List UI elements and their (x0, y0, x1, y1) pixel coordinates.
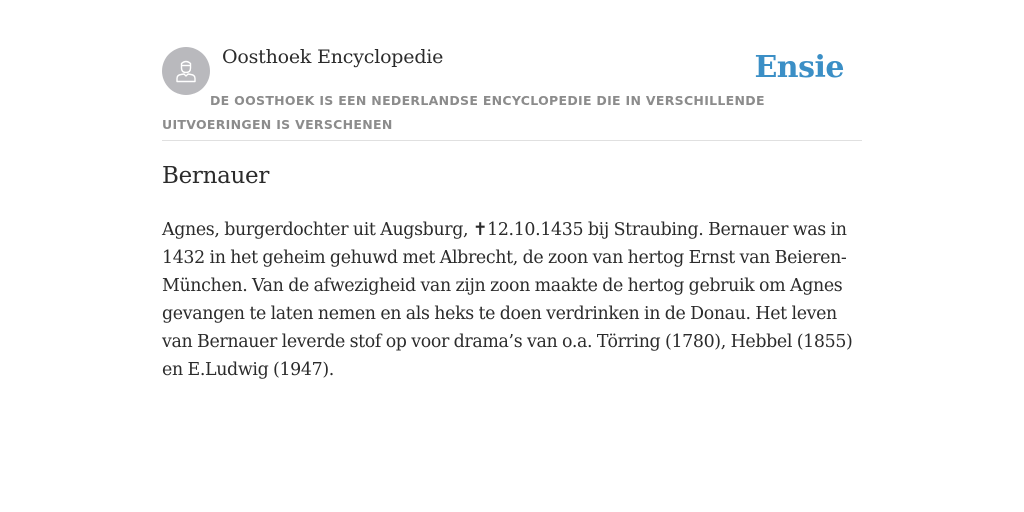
article-title: Bernauer (162, 163, 270, 189)
tagline: DE OOSTHOEK IS EEN NEDERLANDSE ENCYCLOPEDIE DIE IN VERSCHILLENDE UITVOERINGEN IS VERSCHENEN (162, 93, 765, 132)
brand-logo[interactable]: Ensie (754, 50, 844, 85)
avatar[interactable] (162, 47, 210, 95)
user-icon (171, 56, 201, 86)
header (162, 0, 862, 141)
site-name[interactable]: Oosthoek Encyclopedie (222, 46, 444, 68)
article-body: Agnes, burgerdochter uit Augsburg, ✝12.10.1435 bij Straubing. Bernauer was in 1432 in het geheim gehuwd met Albrecht, de zoon van hertog Ernst van Beieren-München. Van de afwezigheid van zijn zoon maakte de hertog gebruik om Agnes gevangen te laten nemen en als heks te doen verdrinken in de Donau. Het leven van Bernauer leverde stof op voor drama’s van o.a. Törring (1780), Hebbel (1855) en E.Ludwig (1947). (162, 220, 853, 380)
page (162, 0, 862, 380)
